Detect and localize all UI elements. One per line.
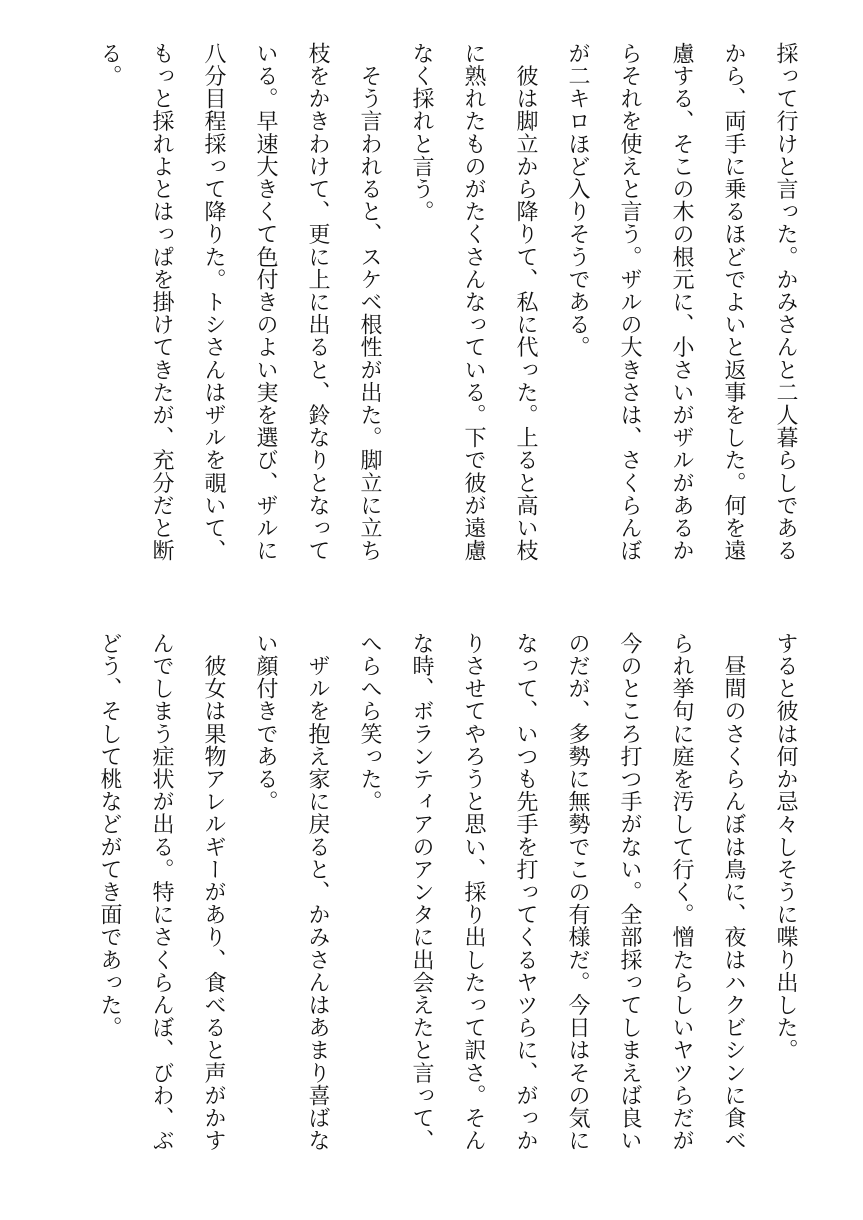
text-line: どう、そして桃などがてき面であった。 <box>97 632 122 1039</box>
text-line: な時、ボランティアのアンタに出会えたと言って、 <box>409 632 434 1152</box>
text-line: に熟れたものがたくさんなっている。下で彼が遠慮 <box>461 42 486 562</box>
text-line: そう言われると、スケベ根性が出た。脚立に立ち <box>357 42 382 562</box>
text-line: 昼間のさくらんぼは鳥に、夜はハクビシンに食べ <box>721 632 746 1152</box>
text-line: から、両手に乗るほどでよいと返事をした。何を遠 <box>721 42 746 562</box>
top-text-block <box>51 42 811 582</box>
text-line: 採って行けと言った。かみさんと二人暮らしである <box>773 42 798 562</box>
text-line: へらへら笑った。 <box>357 632 382 813</box>
text-line: らそれを使えと言う。ザルの大きさは、さくらんぼ <box>617 42 642 562</box>
text-line: もっと採れよとはっぱを掛けてきたが、充分だと断 <box>149 42 174 562</box>
text-line: のだが、多勢に無勢でこの有様だ。今日はその気に <box>565 632 590 1152</box>
bottom-text-block <box>51 632 811 1172</box>
text-line: すると彼は何か忌々しそうに喋り出した。 <box>773 632 798 1062</box>
text-line: いる。早速大きくて色付きのよい実を選び、ザルに <box>253 42 278 562</box>
text-line: が二キロほど入りそうである。 <box>565 42 590 359</box>
text-line: 枝をかきわけて、更に上に出ると、鈴なりとなって <box>305 42 330 562</box>
text-line: んでしまう症状が出る。特にさくらんぼ、びわ、ぶ <box>149 632 174 1152</box>
text-line: 八分目程採って降りた。トシさんはザルを覗いて、 <box>201 42 226 562</box>
text-line: る。 <box>97 42 122 88</box>
text-line: 彼は脚立から降りて、私に代った。上ると高い枝 <box>513 42 538 562</box>
text-line: ザルを抱え家に戻ると、かみさんはあまり喜ばな <box>305 632 330 1152</box>
text-line: りさせてやろうと思い、採り出したって訳さ。そん <box>461 632 486 1152</box>
text-line: なって、いつも先手を打ってくるヤツらに、がっか <box>513 632 538 1152</box>
text-line: 彼女は果物アレルギーがあり、食べると声がかす <box>201 632 226 1152</box>
text-line: い顔付きである。 <box>253 632 278 813</box>
text-line: 慮する、そこの木の根元に、小さいがザルがあるか <box>669 42 694 562</box>
text-line: られ挙句に庭を汚して行く。憎たらしいヤツらだが <box>669 632 694 1152</box>
text-line: なく採れと言う。 <box>409 42 434 223</box>
text-line: 今のところ打つ手がない。全部採ってしまえば良い <box>617 632 642 1152</box>
